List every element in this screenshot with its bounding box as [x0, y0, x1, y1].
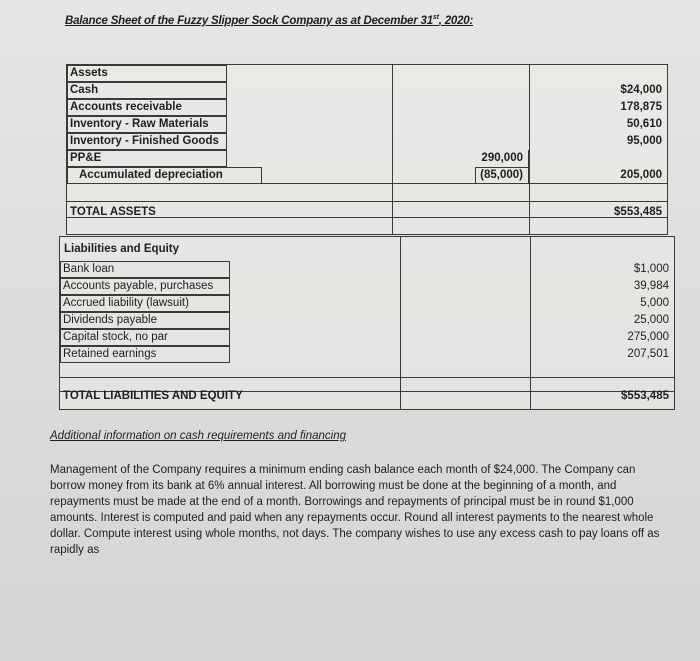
liab-row-accrued-label: Accrued liability (lawsuit)	[60, 295, 230, 312]
assets-ppe-mid-value: 290,000	[475, 150, 529, 167]
liab-accrued-value: 5,000	[640, 297, 669, 309]
total-assets-label: TOTAL ASSETS	[70, 206, 156, 218]
liab-ap-value: 39,984	[633, 280, 669, 292]
total-liabilities-label: TOTAL LIABILITIES AND EQUITY	[63, 390, 243, 402]
liab-dividends-value: 25,000	[633, 314, 669, 326]
liab-row-dividends-label: Dividends payable	[60, 312, 230, 329]
assets-row-ar-label: Accounts receivable	[67, 99, 227, 116]
assets-accdep-mid-value: (85,000)	[475, 167, 529, 184]
liabilities-heading: Liabilities and Equity	[64, 243, 180, 255]
cash-requirements-paragraph: Management of the Company requires a minimum ending cash balance each month of $24,000. The Company can borrow money from its bank at 6% annual interest. All borrowing must be done at the beginning of a month, and repayments must be made at the end of a month. Borrowings and repayments of principal must be in round $1,000 amounts. Interest is computed and paid when any repayments occur. Round all interest payments to the nearest whole dollar. Compute interest using whole months, not days. The company wishes to use any excess cash to pay loans off as rapidly as	[50, 464, 660, 556]
assets-table	[66, 64, 668, 235]
assets-heading: Assets	[67, 65, 227, 82]
assets-row-fg-label: Inventory - Finished Goods	[67, 133, 227, 150]
assets-raw-value: 50,610	[626, 118, 662, 130]
assets-row-accdep-label: Accumulated depreciation	[67, 167, 262, 184]
liab-capital-value: 275,000	[627, 331, 669, 343]
document-title	[65, 14, 473, 27]
total-liabilities-value: $553,485	[621, 390, 669, 402]
assets-net-ppe-value: 205,000	[620, 169, 662, 181]
title-superscript: st	[432, 14, 439, 21]
assets-row-raw-label: Inventory - Raw Materials	[67, 116, 227, 133]
assets-cash-value: $24,000	[620, 84, 662, 96]
liabilities-table	[59, 236, 675, 410]
liab-row-retained-label: Retained earnings	[60, 346, 230, 363]
assets-row-ppe-label: PP&E	[67, 150, 227, 167]
liab-row-capital-label: Capital stock, no par	[60, 329, 230, 346]
assets-fg-value: 95,000	[626, 135, 662, 147]
title-tail: , 2020:	[438, 14, 474, 27]
assets-ar-value: 178,875	[620, 101, 662, 113]
additional-info-title: Additional information on cash requirements and financing	[50, 430, 346, 442]
liab-row-ap-label: Accounts payable, purchases	[60, 278, 230, 295]
total-assets-value: $553,485	[614, 206, 662, 218]
assets-row-cash-label: Cash	[67, 82, 227, 99]
liab-bankloan-value: $1,000	[633, 263, 669, 275]
title-main: Balance Sheet of the Fuzzy Slipper Sock Company as at December 31	[65, 14, 433, 27]
liab-row-bankloan-label: Bank loan	[60, 261, 230, 278]
liab-retained-value: 207,501	[627, 348, 669, 360]
